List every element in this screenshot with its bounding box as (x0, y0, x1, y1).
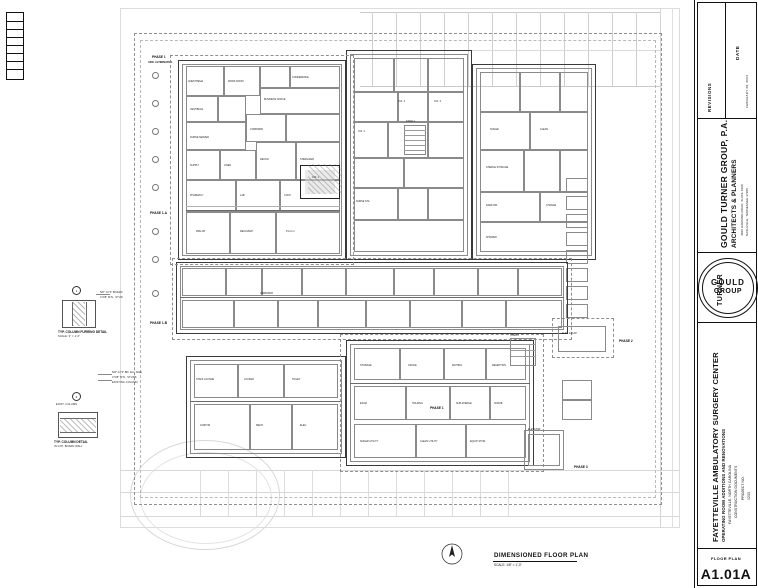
firm-address-line2: NASHVILLE, TENNESSEE 37205 (745, 187, 749, 236)
room-label: O.R. 2 (358, 130, 365, 133)
detail-note: EXIST. COLUMN (56, 403, 78, 406)
room-label: CLEAN (540, 128, 548, 131)
sheet-label: FLOOR PLAN (711, 556, 741, 561)
room-label: SOILED UTILITY (360, 440, 379, 443)
room-label: STAIR 1 (406, 120, 415, 123)
room-label: DARK RM. (486, 204, 498, 207)
phase-label: PHASE 1-B (150, 321, 168, 325)
project-note: CONSTRUCTION DOCUMENTS (734, 465, 738, 518)
detail-callout-2[interactable]: 2 (72, 392, 81, 401)
room-label: LOCKER (244, 378, 254, 381)
room-label: STERILE STORAGE (486, 166, 509, 169)
phase-label: PHASE 1 (430, 406, 444, 410)
grid-bubble (152, 100, 159, 107)
seal-text-turner: TURNER (717, 273, 724, 306)
room-label: O.R. 1 (312, 176, 319, 179)
firm-name: GOULD TURNER GROUP, P.A. (719, 119, 729, 248)
date-value: FEBRUARY 28, 2003 (745, 74, 749, 108)
north-arrow-icon (440, 542, 464, 566)
room-label: CORRIDOR (260, 292, 274, 295)
firm-address-line1: 4400 HARDING ROAD, SUITE 1000 (740, 184, 744, 236)
phase-label: PHASE 2 (619, 339, 633, 343)
phase-label: PHASE 1 (152, 55, 166, 59)
room-label: CORRIDOR (250, 128, 264, 131)
detail-note: 5/8" GYP. BOARD (100, 291, 123, 294)
room-label: CHANGE (546, 204, 557, 207)
room-label: LINEN (224, 164, 232, 167)
detail-note: EXISTING COLUMN (112, 381, 138, 384)
room-label: TOILET (292, 378, 301, 381)
grid-bubble (152, 184, 159, 191)
project-number: 0233 (747, 492, 751, 500)
room-label: P.A.C.U. (286, 230, 295, 233)
revisions-label: REVISIONS (707, 82, 712, 112)
project-number-label: PROJECT NO. (741, 476, 745, 500)
room-label: RECEPTION (492, 364, 506, 367)
room-label: STERILIZER (300, 158, 314, 161)
sheet-number: A1.01A (700, 566, 752, 582)
phase-label: ADD. ALTERNATE 1 (148, 61, 173, 64)
room-label: CONFERENCE (292, 76, 309, 79)
room-label: NURSE STA. (356, 200, 371, 203)
room-label: NURSE SERVER (190, 136, 209, 139)
room-label: WORK ROOM (228, 80, 244, 83)
detail-scale-2: IN GYP. BOARD WALL (54, 445, 83, 448)
room-label: EXAM (360, 402, 367, 405)
room-label: OFFICE (408, 364, 417, 367)
grid-bubble (152, 72, 159, 79)
room-label: SOILED (490, 128, 499, 131)
room-label: O.R. 3 (398, 100, 405, 103)
firm-subtitle: ARCHITECTS & PLANNERS (731, 159, 738, 248)
drawing-caption: DIMENSIONED FLOOR PLAN (494, 552, 589, 559)
room-label: SHOWER (486, 236, 497, 239)
title-block (694, 0, 758, 588)
room-label: X-RAY (284, 194, 292, 197)
room-label: MECH. (256, 424, 264, 427)
room-label: ELEVATOR (528, 428, 541, 431)
project-subtitle: OPERATING ROOM ADDITIONS AND RENOVATIONS (721, 428, 726, 542)
room-label: JANITOR (200, 424, 211, 427)
seal-text-gould: GOULD (711, 278, 745, 287)
detail-note: 3 5/8" MTL. STUD (100, 296, 123, 299)
caption-underline (493, 561, 577, 562)
seal-text-group: GROUP (713, 288, 743, 295)
room-label: PRE-OP (196, 230, 206, 233)
room-label: STAIR 2 (510, 334, 519, 337)
room-label: HOLDING (412, 402, 423, 405)
room-label: SUB-STERILE (456, 402, 472, 405)
grid-bubble (152, 156, 159, 163)
room-label: VESTIBULE (190, 108, 204, 111)
detail-title-2: TYP. COLUMN DETAIL (54, 440, 88, 444)
room-label: DECON. (260, 158, 270, 161)
phase-label: PHASE 1-A (150, 211, 168, 215)
project-name: FAYETTEVILLE AMBULATORY SURGERY CENTER (711, 352, 720, 542)
detail-title-1: TYP. COLUMN FURRING DETAIL (58, 330, 108, 334)
room-label: SUPPLY (190, 164, 200, 167)
room-label: ELEC. (300, 424, 307, 427)
room-label: BUSINESS OFFICE (264, 98, 286, 101)
project-city: FAYETTEVILLE, NORTH CAROLINA (728, 464, 732, 524)
room-label: EQUIP. STOR. (470, 440, 486, 443)
room-label: ELEV. EQUIP. (562, 332, 578, 335)
detail-callout-1[interactable]: 1 (72, 286, 81, 295)
room-label: PHARMACY (190, 194, 204, 197)
room-label: ANESTHESIA (188, 80, 204, 83)
room-label: CLEAN UTILITY (420, 440, 438, 443)
grid-bubble (152, 290, 159, 297)
room-label: STAFF LOUNGE (196, 378, 215, 381)
grid-bubble (152, 128, 159, 135)
room-label: SCRUB (494, 402, 503, 405)
grid-bubble (152, 228, 159, 235)
room-label: WAITING (452, 364, 463, 367)
phase-label: PHASE 3 (574, 465, 588, 469)
room-label: LAB (240, 194, 245, 197)
detail-note: 3 5/8" MTL. STUDS (112, 376, 137, 379)
room-label: STORAGE (360, 364, 372, 367)
detail-note: 5/8" GYP. BD. EA. SIDE (112, 371, 143, 374)
grid-bubble (152, 256, 159, 263)
detail-scale-1: SCALE: 3" = 1'-0" (58, 335, 81, 338)
room-label: RECOVERY (240, 230, 254, 233)
date-label: DATE (735, 45, 740, 60)
room-label: O.R. 4 (434, 100, 441, 103)
drawing-scale-note: SCALE: 1/8" = 1'-0" (494, 563, 522, 567)
